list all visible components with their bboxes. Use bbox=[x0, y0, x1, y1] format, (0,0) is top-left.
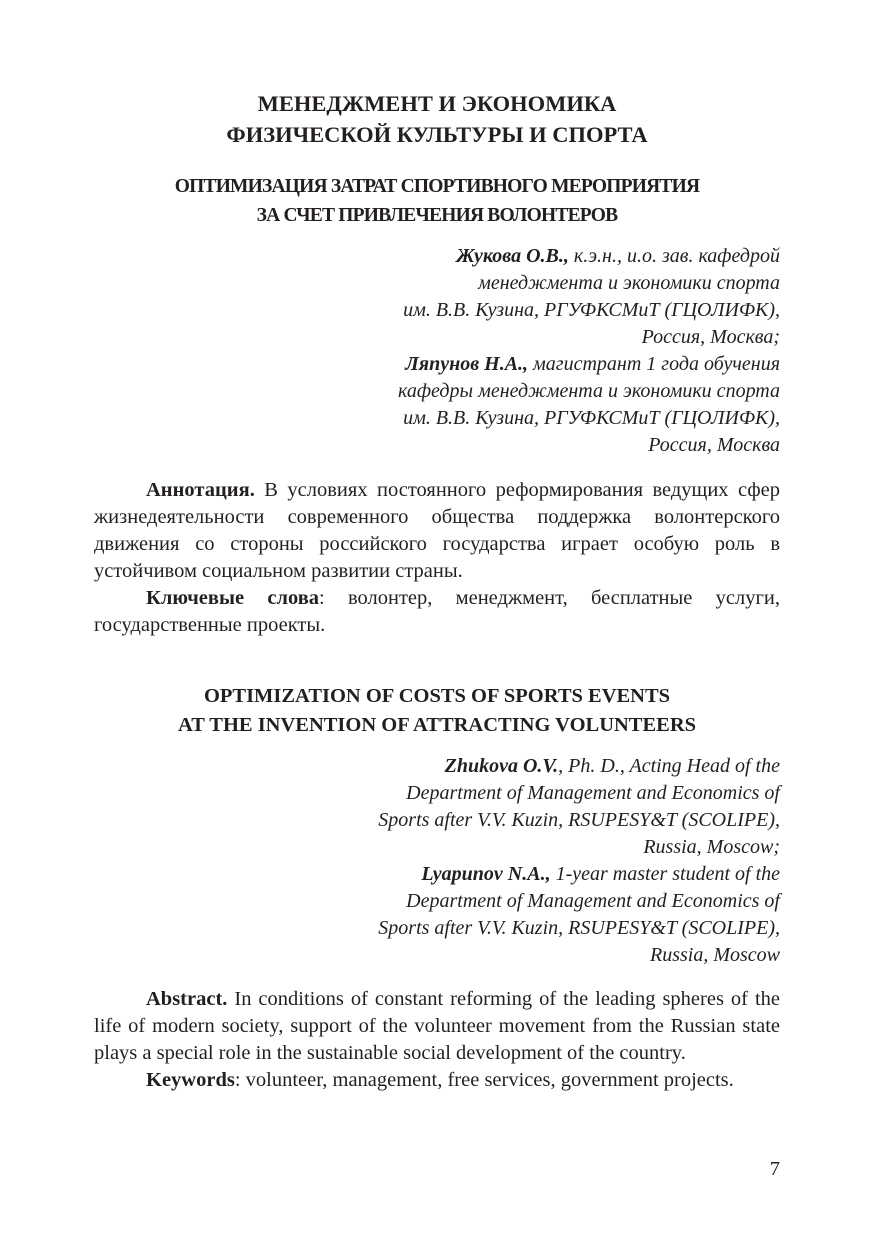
author-ru-1-name: Жукова О.В., bbox=[456, 245, 569, 267]
article-title-en-line-1: OPTIMIZATION OF COSTS OF SPORTS EVENTS bbox=[203, 685, 671, 707]
author-en-2-line-1 bbox=[94, 861, 780, 888]
section-title bbox=[94, 88, 780, 150]
author-ru-1-line-1 bbox=[94, 243, 780, 270]
author-ru-1-line-2: менеджмента и экономики спорта bbox=[478, 272, 780, 294]
abstract-en-label: Abstract. bbox=[146, 988, 228, 1010]
author-en-1-position: , Ph. D., Acting Head of the bbox=[558, 755, 780, 777]
author-en-1-name: Zhukova O.V. bbox=[444, 755, 559, 777]
author-en-1-line-1 bbox=[94, 753, 780, 780]
author-ru-2-line-2: кафедры менеджмента и экономики спорта bbox=[397, 380, 780, 402]
keywords-en bbox=[94, 1067, 780, 1094]
authors-ru bbox=[94, 243, 780, 459]
author-ru-2-line-1 bbox=[94, 351, 780, 378]
author-ru-2-line-4: Россия, Москва bbox=[648, 434, 780, 456]
author-ru-2-name: Ляпунов Н.А., bbox=[405, 353, 529, 375]
article-title-en bbox=[94, 682, 780, 740]
keywords-en-label: Keywords bbox=[146, 1069, 235, 1091]
author-en-1-line-2: Department of Management and Economics of bbox=[406, 782, 780, 804]
author-ru-2-line-3: им. В.В. Кузина, РГУФКСМиТ (ГЦОЛИФК), bbox=[403, 407, 780, 429]
author-en-2-line-3: Sports after V.V. Kuzin, RSUPESY&T (SCOLIPE), bbox=[378, 917, 780, 939]
author-en-2-position: 1-year master student of the bbox=[550, 863, 780, 885]
keywords-ru bbox=[94, 585, 780, 639]
author-en-2-name: Lyapunov N.A., bbox=[421, 863, 551, 885]
author-en-2-line-4: Russia, Moscow bbox=[650, 944, 780, 966]
author-en-1-line-4: Russia, Moscow; bbox=[643, 836, 780, 858]
abstract-en bbox=[94, 986, 780, 1067]
keywords-en-text: : volunteer, management, free services, government projects. bbox=[234, 1069, 734, 1091]
section-title-line-2: ФИЗИЧЕСКОЙ КУЛЬТУРЫ И СПОРТА bbox=[226, 122, 648, 147]
keywords-ru-text: : волонтер, менеджмент, бесплатные услуги, государственные проекты. bbox=[94, 587, 780, 636]
author-ru-1-line-4: Россия, Москва; bbox=[641, 326, 780, 348]
keywords-ru-label: Ключевые слова bbox=[146, 587, 320, 609]
page-number: 7 bbox=[769, 1158, 780, 1180]
article-title-en-line-2: AT THE INVENTION OF ATTRACTING VOLUNTEERS bbox=[177, 714, 697, 736]
article-title-ru-line-2: ЗА СЧЕТ ПРИВЛЕЧЕНИЯ ВОЛОНТЕРОВ bbox=[256, 205, 618, 226]
abstract-ru-label: Аннотация. bbox=[146, 479, 255, 501]
abstract-ru bbox=[94, 477, 780, 585]
author-ru-1-position: к.э.н., и.о. зав. кафедрой bbox=[568, 245, 780, 267]
abstract-ru-text: В условиях постоянного реформирования ведущих сфер жизнедеятельности современного общества поддержка волонтерского движения со стороны российского государства играет особую роль в устойчивом социальном развитии страны. bbox=[94, 479, 780, 582]
author-ru-1-line-3: им. В.В. Кузина, РГУФКСМиТ (ГЦОЛИФК), bbox=[403, 299, 780, 321]
authors-en bbox=[94, 753, 780, 969]
abstract-block-ru bbox=[94, 477, 780, 639]
section-title-line-1: МЕНЕДЖМЕНТ И ЭКОНОМИКА bbox=[257, 91, 617, 116]
abstract-en-text: In conditions of constant reforming of the leading spheres of the life of modern society, support of the volunteer movement from the Russian state plays a special role in the sustainable social development of the country. bbox=[94, 988, 780, 1064]
article-title-ru bbox=[94, 172, 780, 230]
author-en-2-line-2: Department of Management and Economics of bbox=[406, 890, 780, 912]
article-title-ru-line-1: ОПТИМИЗАЦИЯ ЗАТРАТ СПОРТИВНОГО МЕРОПРИЯТИЯ bbox=[174, 176, 700, 197]
author-ru-2-position: магистрант 1 года обучения bbox=[528, 353, 780, 375]
abstract-block-en bbox=[94, 986, 780, 1094]
author-en-1-line-3: Sports after V.V. Kuzin, RSUPESY&T (SCOLIPE), bbox=[378, 809, 780, 831]
